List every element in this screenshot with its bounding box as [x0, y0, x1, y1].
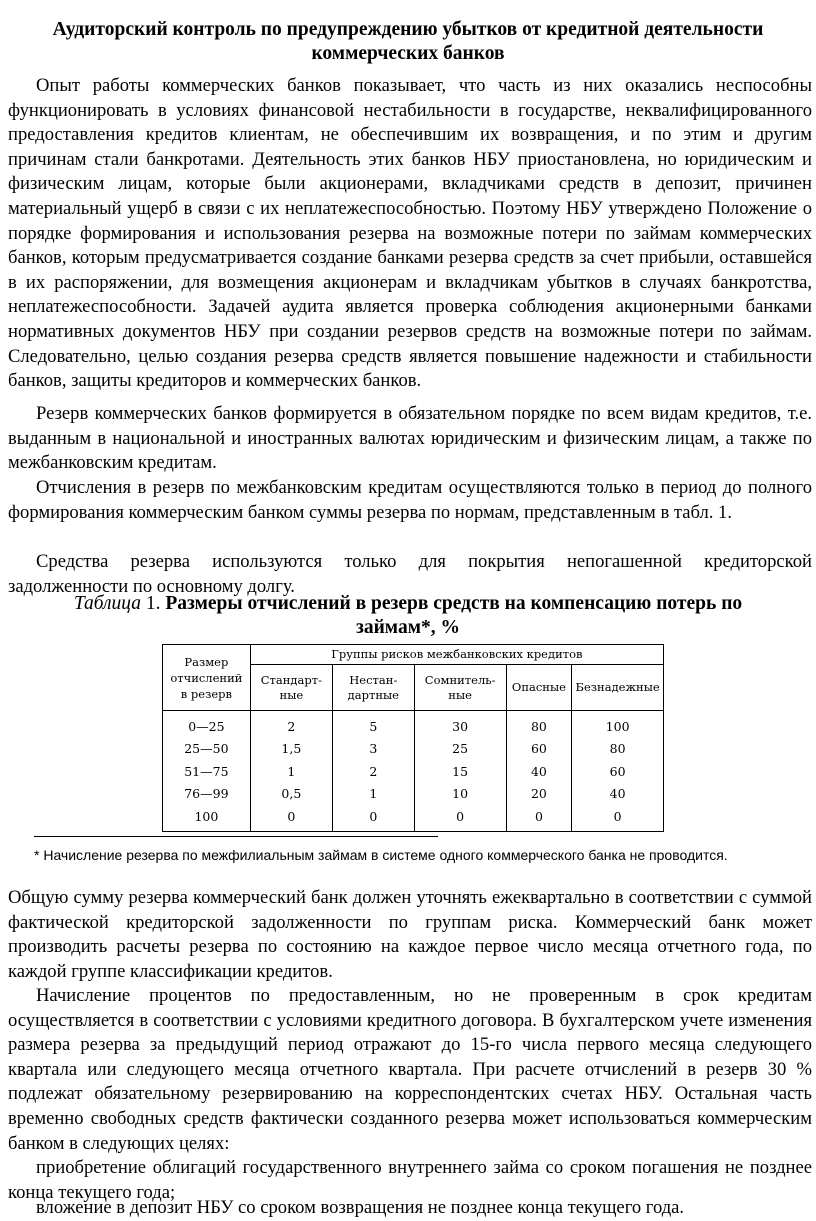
value-cell: 0 — [572, 805, 664, 831]
table-row — [163, 738, 664, 761]
table-caption-label: Таблица — [73, 593, 142, 614]
paragraph-reserve-formation: Резерв коммерческих банков формируется в обязательном порядке по всем видам кредитов, т.е. выданным в национальной и иностранных валютах юридическим и физическим лицам, а также по межбанковским кредитам. — [8, 403, 812, 474]
value-cell: 40 — [572, 783, 664, 806]
value-cell: 60 — [572, 760, 664, 783]
paragraph-intro: Опыт работы коммерческих банков показывает, что часть из них оказались неспособны функционировать в условиях финансовой нестабильности в государстве, неквалифицированного предоставления кредитов клиентам, не обеспечившим их возвращения, и по этим и другим причинам стали банкротами. Деятельность этих банков НБУ приостановлена, но юридическим и физическим лицам, которые были акционерами, вкладчиками средств в депозит, причинен материальный ущерб в связи с их неплатежеспособностью. Поэтому НБУ утверждено Положение о порядке формирования и использования резерва на возможные потери по займам коммерческих банков, которым предусматривается создание банками резерва средств за счет прибыли, оставшейся в их распоряжении, для возмещения акционерам и вкладчикам убытков в случаях банкротства, неплатежеспособности. Задачей аудита является проверка соблюдения акционерными банками нормативных документов НБУ при создании резервов средств на возможные потери по займам. Следовательно, целью создания резерва средств является повышение надежности и стабильности банков, защиты кредиторов и коммерческих банков. — [8, 75, 812, 392]
column-header: Стандарт-ные — [250, 665, 332, 711]
value-cell: 1,5 — [250, 738, 332, 761]
table-row — [163, 760, 664, 783]
value-cell: 2 — [250, 711, 332, 738]
range-cell: 25—50 — [163, 738, 251, 761]
column-header: Нестан-дартные — [332, 665, 414, 711]
range-cell: 76—99 — [163, 783, 251, 806]
reserve-rates-table — [162, 644, 664, 832]
paragraph-interest-accrual: Начисление процентов по предоставленным, но не проверенным в срок кредитам осуществляется в соответствии с условиями кредитного договора. В бухгалтерском учете изменения размера резерва за предыдущий период отражают до 15-го числа первого месяца следующего квартала или следующего месяца отчетного квартала. При расчете отчислений в резерв 30 % подлежат обязательному резервированию на корреспондентских счетах НБУ. Остальная часть временно свободных средств фактически созданного резерва может использоваться коммерческим банком в следующих целях: — [8, 985, 812, 1154]
paragraph-reserve-usage: Средства резерва используются только для покрытия непогашенной кредиторской задолженности по основному долгу. — [8, 551, 812, 597]
value-cell: 1 — [332, 783, 414, 806]
value-cell: 3 — [332, 738, 414, 761]
paragraph-use-bonds: приобретение облигаций государственного внутреннего займа со сроком погашения не позднее конца текущего года; — [8, 1157, 812, 1203]
table-row — [163, 711, 664, 738]
row-header-cell: Размер отчислений в резерв — [163, 645, 251, 711]
value-cell: 100 — [572, 711, 664, 738]
footnote-divider — [34, 836, 438, 837]
range-cell: 0—25 — [163, 711, 251, 738]
value-cell: 30 — [414, 711, 506, 738]
paragraph-reserve-calculation: Общую сумму резерва коммерческий банк должен уточнять ежеквартально в соответствии с суммой фактической кредиторской задолженности по группам риска. Коммерческий банк может производить расчеты резерва по состоянию на каждое первое число месяца отчетного года, по каждой группе классификации кредитов. — [8, 887, 812, 982]
paragraph-use-deposit: вложение в депозит НБУ со сроком возвращения не позднее конца текущего года. — [36, 1197, 685, 1218]
column-header: Опасные — [506, 665, 572, 711]
value-cell: 40 — [506, 760, 572, 783]
table-row — [163, 805, 664, 831]
value-cell: 25 — [414, 738, 506, 761]
value-cell: 80 — [572, 738, 664, 761]
table-caption — [0, 592, 816, 640]
table-caption-title: Размеры отчислений в резерв средств на компенсацию потерь по займам*, % — [165, 593, 743, 638]
value-cell: 0 — [414, 805, 506, 831]
value-cell: 0,5 — [250, 783, 332, 806]
column-header: Сомнитель-ные — [414, 665, 506, 711]
value-cell: 0 — [332, 805, 414, 831]
value-cell: 2 — [332, 760, 414, 783]
value-cell: 20 — [506, 783, 572, 806]
value-cell: 10 — [414, 783, 506, 806]
document-title: Аудиторский контроль по предупреждению убытков от кредитной деятельности коммерческих банков — [52, 19, 764, 64]
value-cell: 0 — [506, 805, 572, 831]
column-header: Безнадежные — [572, 665, 664, 711]
value-cell: 0 — [250, 805, 332, 831]
value-cell: 80 — [506, 711, 572, 738]
group-header-cell: Группы рисков межбанковских кредитов — [250, 645, 663, 665]
value-cell: 1 — [250, 760, 332, 783]
value-cell: 60 — [506, 738, 572, 761]
table-caption-number: 1. — [145, 593, 161, 614]
table-row — [163, 783, 664, 806]
paragraph-interbank-deductions: Отчисления в резерв по межбанковским кредитам осуществляются только в период до полного формирования коммерческим банком суммы резерва по нормам, представленным в табл. 1. — [8, 477, 812, 523]
value-cell: 5 — [332, 711, 414, 738]
value-cell: 15 — [414, 760, 506, 783]
range-cell: 51—75 — [163, 760, 251, 783]
table-footnote: * Начисление резерва по межфилиальным займам в системе одного коммерческого банка не проводится. — [34, 847, 728, 863]
range-cell: 100 — [163, 805, 251, 831]
